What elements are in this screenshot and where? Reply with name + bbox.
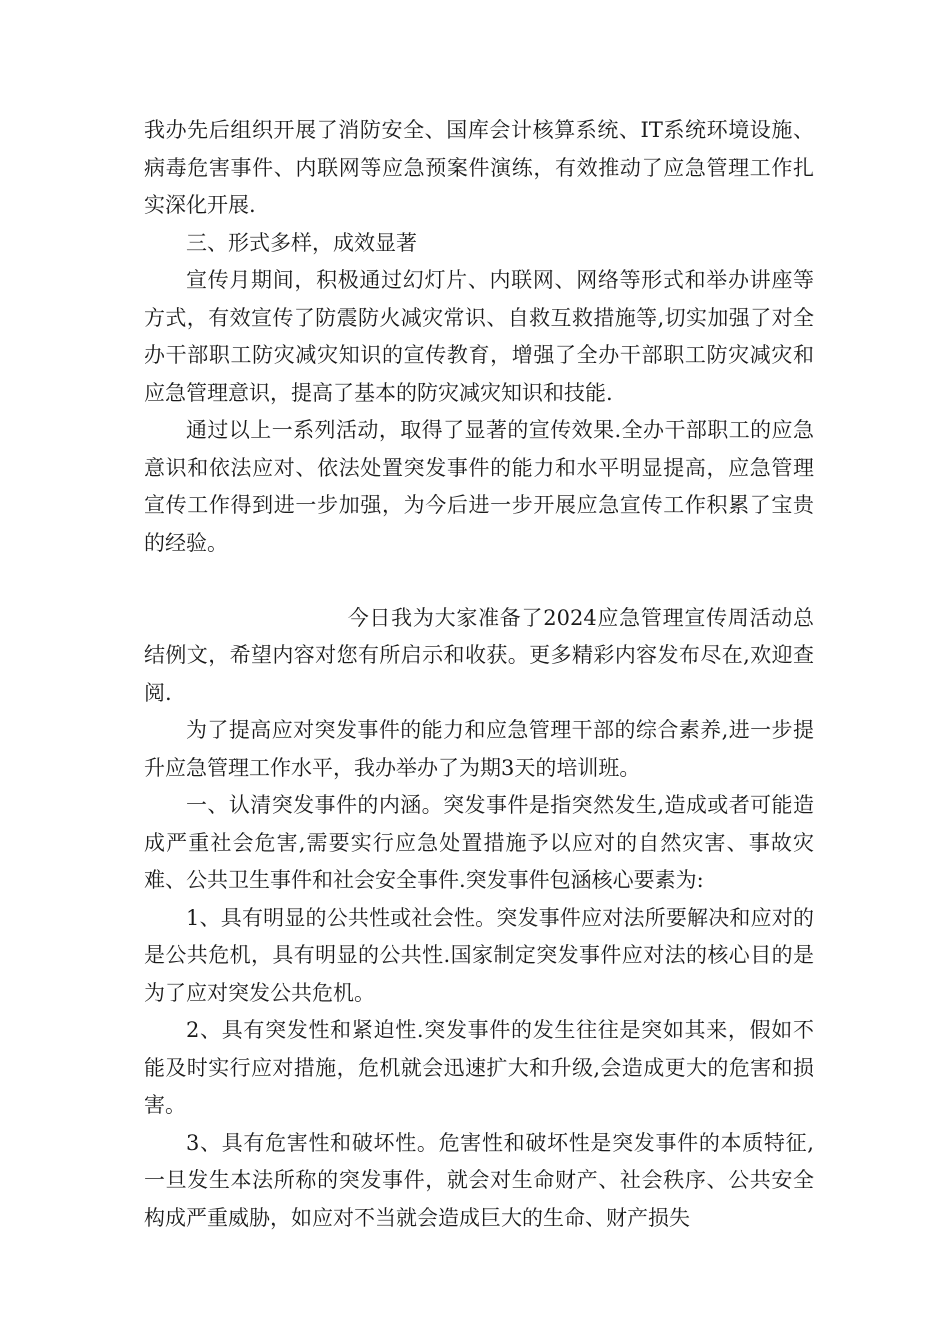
section-heading-one: 一、认清突发事件的内涵。突发事件是指突然发生,造成或者可能造成严重社会危害,需要实行应急处置措施予以应对的自然灾害、事故灾难、公共卫生事件和社会安全事件.突发事件包涵核心要素为:	[144, 793, 814, 892]
paragraph-gap	[144, 562, 814, 600]
document-body	[144, 112, 814, 1237]
paragraph-training-class: 为了提高应对突发事件的能力和应急管理干部的综合素养,进一步提升应急管理工作水平，我办举办了为期3天的培训班。	[144, 718, 814, 780]
list-item-suddenness: 2、具有突发性和紧迫性.突发事件的发生往往是突如其来，假如不能及时实行应对措施，危机就会迅速扩大和升级,会造成更大的危害和损害。	[144, 1018, 814, 1117]
list-item-public-nature: 1、具有明显的公共性或社会性。突发事件应对法所要解决和应对的是公共危机，具有明显的公共性.国家制定突发事件应对法的核心目的是为了应对突发公共危机。	[144, 905, 814, 1005]
paragraph-publicity-month: 宣传月期间，积极通过幻灯片、内联网、网络等形式和举办讲座等方式，有效宣传了防震防火减灾常识、自救互救措施等,切实加强了对全办干部职工防灾减灾知识的宣传教育，增强了全办干部职工防灾减灾和应急管理意识，提高了基本的防灾减灾知识和技能.	[144, 268, 814, 405]
section-heading-three: 三、形式多样，成效显著	[186, 230, 417, 255]
paragraph-intro: 今日我为大家准备了2024应急管理宣传周活动总结例文，希望内容对您有所启示和收获。更多精彩内容发布尽在,欢迎查阅.	[144, 605, 814, 705]
paragraph-continued-drills: 我办先后组织开展了消防安全、国库会计核算系统、IT系统环境设施、病毒危害事件、内联网等应急预案件演练，有效推动了应急管理工作扎实深化开展.	[144, 118, 814, 217]
paragraph-results: 通过以上一系列活动，取得了显著的宣传效果.全办干部职工的应急意识和依法应对、依法处置突发事件的能力和水平明显提高，应急管理宣传工作得到进一步加强，为今后进一步开展应急宣传工作积累了宝贵的经验。	[144, 418, 814, 555]
list-item-harmfulness: 3、具有危害性和破坏性。危害性和破坏性是突发事件的本质特征,一旦发生本法所称的突发事件，就会对生命财产、社会秩序、公共安全构成严重威胁，如应对不当就会造成巨大的生命、财产损失	[144, 1130, 814, 1230]
